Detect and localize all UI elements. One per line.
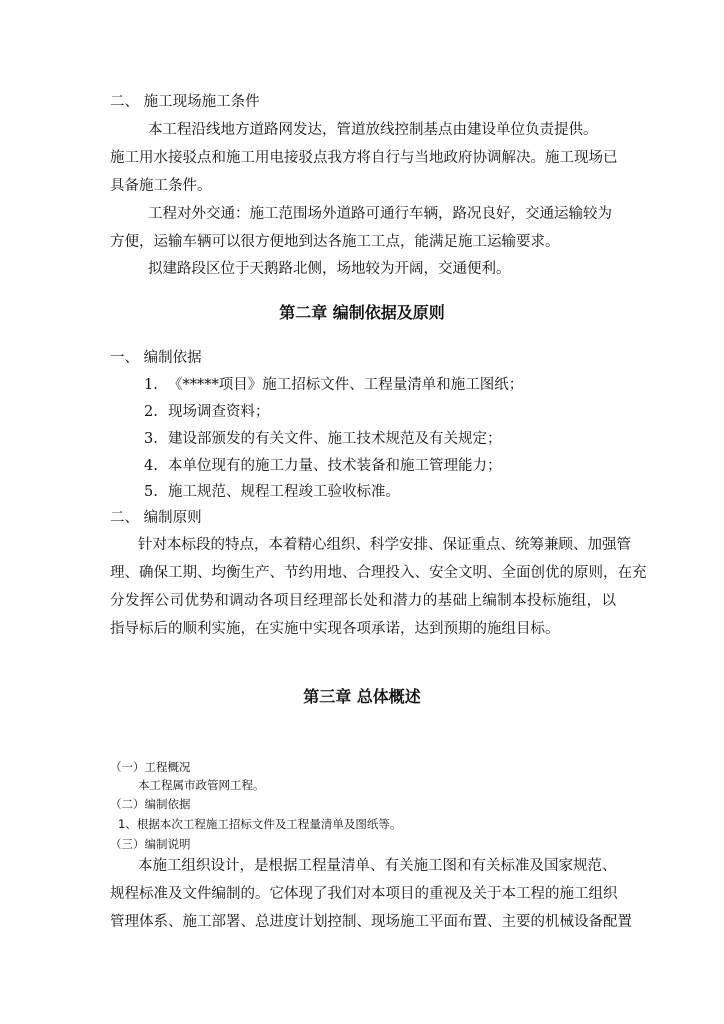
list-item bbox=[144, 482, 400, 502]
list-item bbox=[144, 429, 502, 449]
section-heading: 二、 编制原则 bbox=[110, 510, 202, 526]
section-heading: （二）编制依据 bbox=[110, 797, 191, 811]
chapter-title: 第三章 总体概述 bbox=[303, 687, 421, 706]
paragraph-line: 施工用水接驳点和施工用电接驳点我方将自行与当地政府协调解决。施工现场已 bbox=[110, 150, 618, 166]
list-text: 本单位现有的施工力量、技术装备和施工管理能力； bbox=[168, 458, 502, 474]
list-number: 3. bbox=[144, 431, 158, 447]
paragraph-line: 本施工组织设计，是根据工程量清单、有关施工图和有关标准及国家规范、 bbox=[138, 858, 617, 874]
paragraph-line: 针对本标段的特点，本着精心组织、科学安排、保证重点、统筹兼顾、加强管 bbox=[138, 537, 631, 553]
section-heading: （三）编制说明 bbox=[110, 837, 191, 851]
list-text: 现场调查资料； bbox=[168, 404, 270, 420]
section-heading: 二、 施工现场施工条件 bbox=[110, 94, 260, 110]
paragraph-line: 本工程沿线地方道路网发达，管道放线控制基点由建设单位负责提供。 bbox=[148, 122, 598, 138]
list-text: 建设部颁发的有关文件、施工技术规范及有关规定； bbox=[168, 431, 502, 447]
paragraph-line: 管理体系、施工部署、总进度计划控制、现场施工平面布置、主要的机械设备配置 bbox=[110, 914, 632, 930]
paragraph-line: 分发挥公司优势和调动各项目经理部长处和潜力的基础上编制本投标施组，以 bbox=[110, 593, 616, 609]
paragraph-line: 规程标准及文件编制的。它体现了我们对本项目的重视及关于本工程的施工组织 bbox=[110, 886, 618, 902]
paragraph-line: 理、确保工期、均衡生产、节约用地、合理投入、安全文明、全面创优的原则，在充 bbox=[110, 565, 647, 581]
list-number: 2. bbox=[144, 404, 158, 420]
section-heading: 一、 编制依据 bbox=[110, 350, 202, 366]
section-heading: （一）工程概况 bbox=[110, 760, 191, 774]
list-text: 《*****项目》施工招标文件、工程量清单和施工图纸； bbox=[168, 377, 524, 393]
list-number: 1. bbox=[144, 377, 158, 393]
paragraph-line: 工程对外交通：施工范围场外道路可通行车辆，路况良好，交通运输较为 bbox=[148, 206, 612, 222]
paragraph-line: 具备施工条件。 bbox=[110, 178, 212, 194]
list-item bbox=[144, 402, 270, 422]
paragraph-line: 1、根据本次工程施工招标文件及工程量清单及图纸等。 bbox=[118, 817, 402, 831]
paragraph-line: 方便，运输车辆可以很方便地到达各施工工点，能满足施工运输要求。 bbox=[110, 234, 560, 250]
chapter-title: 第二章 编制依据及原则 bbox=[279, 303, 445, 322]
list-item bbox=[144, 456, 502, 476]
list-item bbox=[144, 375, 523, 395]
list-number: 5. bbox=[144, 484, 158, 500]
paragraph-line: 本工程属市政管网工程。 bbox=[138, 778, 265, 792]
list-text: 施工规范、规程工程竣工验收标准。 bbox=[168, 484, 400, 500]
paragraph-line: 指导标后的顺利实施，在实施中实现各项承诺，达到预期的施组目标。 bbox=[110, 621, 560, 637]
paragraph-line: 拟建路段区位于天鹅路北侧，场地较为开阔，交通便利。 bbox=[148, 261, 511, 277]
list-number: 4. bbox=[144, 458, 158, 474]
